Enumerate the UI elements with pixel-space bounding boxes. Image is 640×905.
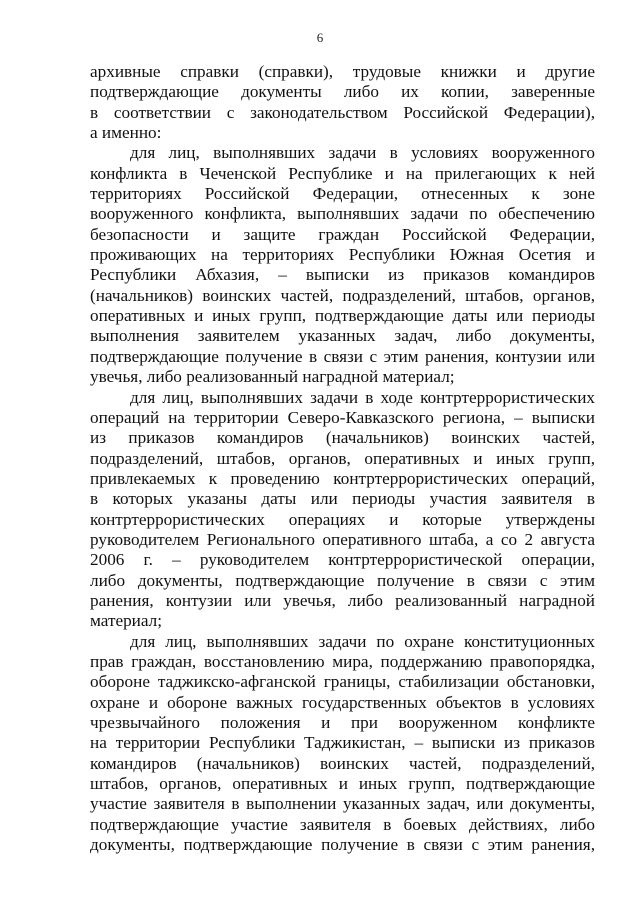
text-line: операций на территории Северо-Кавказского региона, – выписки — [90, 407, 595, 427]
text-line: в которых указаны даты или периоды участия заявителя в — [90, 489, 595, 509]
text-line: для лиц, выполнявших задачи в условиях вооруженного — [130, 143, 595, 163]
paragraph — [90, 143, 595, 387]
text-line: материал; — [90, 611, 163, 631]
text-line: командиров (начальников) воинских частей, подразделений, — [90, 753, 595, 773]
text-line: штабов, органов, оперативных и иных групп, подтверждающие — [90, 774, 595, 794]
text-line: обороне таджикско-афганской границы, стабилизации обстановки, — [90, 672, 595, 692]
text-line: прав граждан, восстановлению мира, поддержанию правопорядка, — [90, 651, 595, 671]
text-line: чрезвычайного положения и при вооруженном конфликте — [90, 713, 595, 732]
text-line: ранения, контузии или увечья, либо реализованный наградной — [90, 590, 595, 610]
text-line: конфликта в Чеченской Республике и на прилегающих к ней — [90, 163, 595, 183]
text-line: в соответствии с законодательством Российской Федерации), — [90, 102, 595, 122]
text-line: подразделений, штабов, органов, оперативных и иных групп, — [90, 448, 595, 468]
text-line: привлекаемых к проведению контртеррористических операций, — [90, 468, 595, 488]
text-line: подтверждающие получение в связи с этим ранения, контузии или — [90, 346, 595, 366]
text-line: контртеррористических операциях и которые утверждены — [90, 509, 595, 529]
text-line: а именно: — [90, 123, 162, 143]
text-line: участие заявителя в выполнении указанных задач, или документы, — [90, 794, 595, 814]
text-line: выполнения заявителем указанных задач, либо документы, — [90, 326, 595, 346]
text-line: для лиц, выполнявших задачи в ходе контртеррористических — [130, 387, 595, 407]
text-line: увечья, либо реализованный наградной материал; — [90, 367, 455, 387]
text-line: Республики Абхазия, – выписки из приказов командиров — [90, 265, 595, 285]
text-line: подтверждающие документы либо их копии, заверенные — [90, 82, 595, 102]
paragraph — [90, 632, 595, 856]
document-body — [90, 62, 595, 855]
text-line: документы, подтверждающие получение в связи с этим ранения, — [90, 835, 595, 855]
page-number: 6 — [316, 30, 324, 45]
text-line: подтверждающие участие заявителя в боевых действиях, либо — [90, 814, 595, 834]
text-line: 2006 г. – руководителем контртеррористической операции, — [90, 550, 595, 570]
text-line: на территории Республики Таджикистан, – выписки из приказов — [90, 733, 595, 753]
text-line: руководителем Регионального оперативного штаба, а со 2 августа — [90, 529, 595, 549]
text-line: для лиц, выполнявших задачи по охране конституционных — [130, 631, 595, 651]
text-line: территориях Российской Федерации, отнесенных к зоне — [90, 184, 595, 204]
text-line: из приказов командиров (начальников) воинских частей, — [90, 428, 595, 448]
text-line: (начальников) воинских частей, подразделений, штабов, органов, — [90, 285, 595, 305]
text-line: охране и обороне важных государственных объектов в условиях — [90, 692, 595, 712]
text-line: оперативных и иных групп, подтверждающие даты или периоды — [90, 306, 595, 326]
text-line: вооруженного конфликта, выполнявших задачи по обеспечению — [90, 204, 595, 224]
text-line: архивные справки (справки), трудовые книжки и другие — [90, 62, 595, 81]
text-line: проживающих на территориях Республики Южная Осетия и — [90, 245, 595, 265]
text-line: безопасности и защите граждан Российской Федерации, — [90, 224, 595, 244]
text-line: либо документы, подтверждающие получение в связи с этим — [90, 570, 595, 590]
paragraph — [90, 62, 595, 143]
paragraph — [90, 388, 595, 632]
